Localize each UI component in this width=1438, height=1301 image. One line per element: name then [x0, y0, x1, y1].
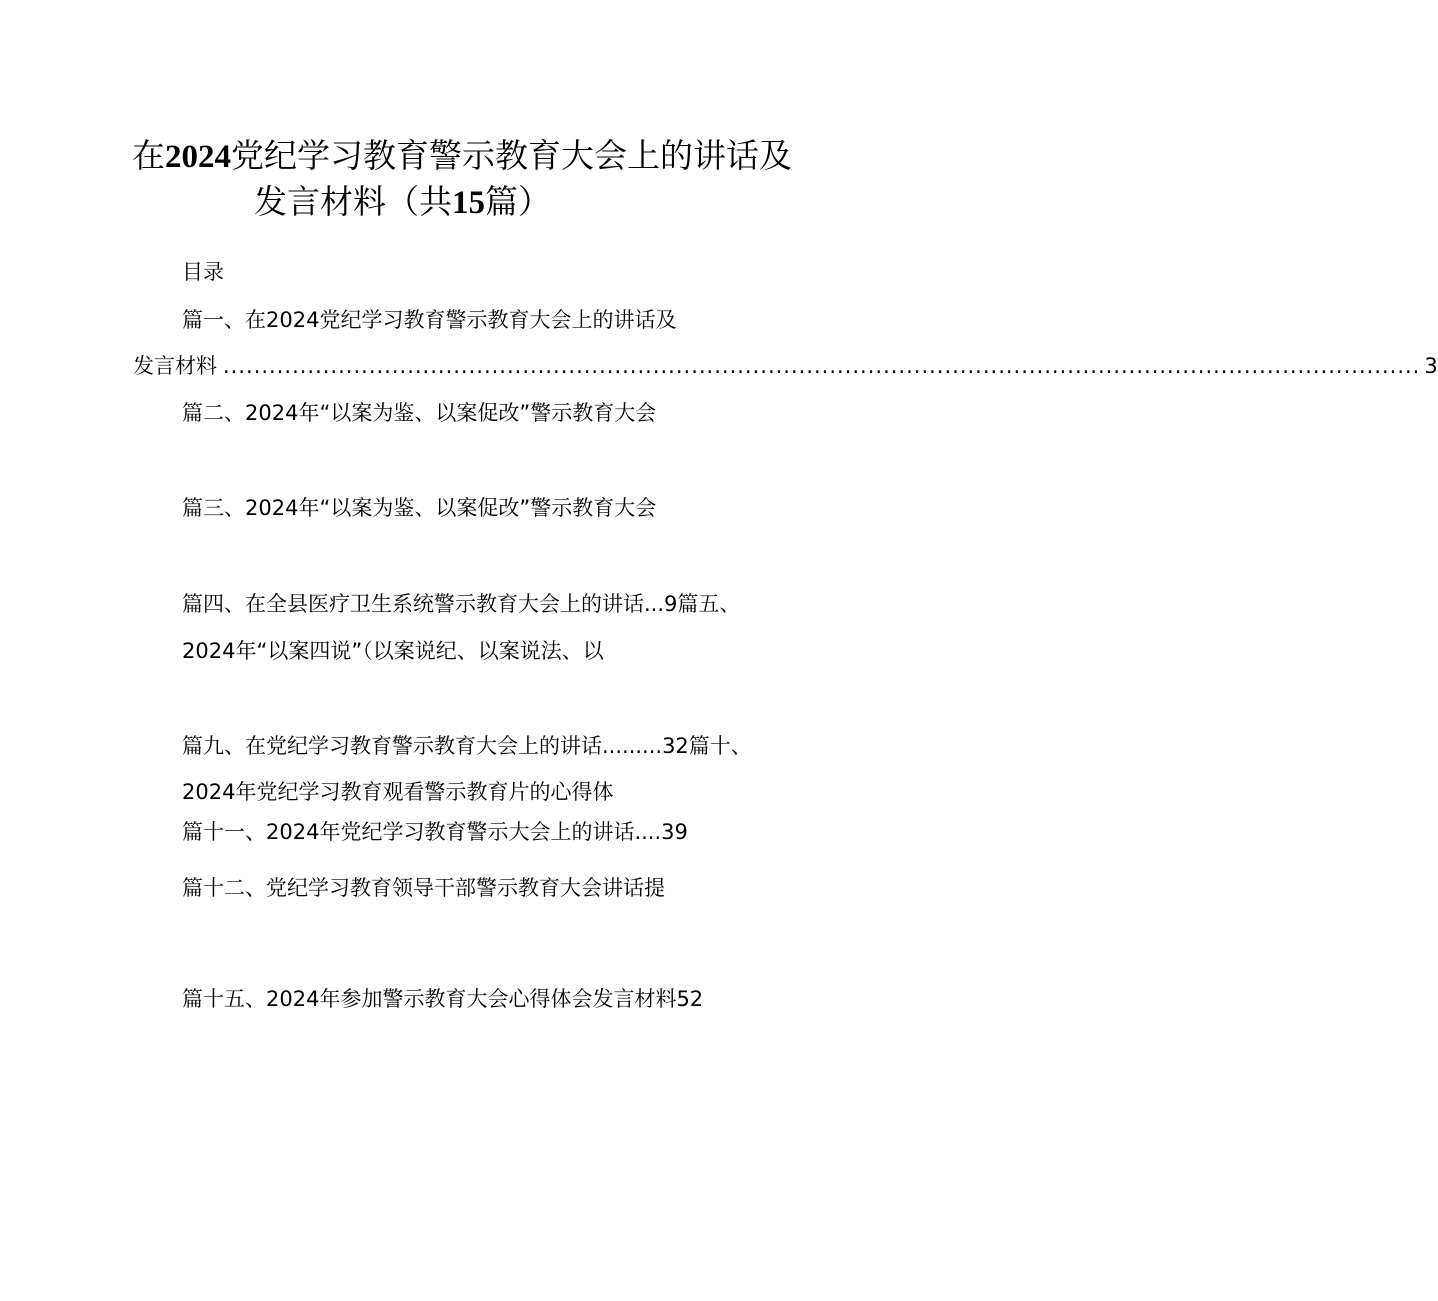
- title-year: 2024: [165, 139, 231, 175]
- toc-entry[interactable]: 篇十一、2024年党纪学习教育警示大会上的讲话....39: [182, 820, 688, 844]
- toc-entry[interactable]: 篇四、在全县医疗卫生系统警示教育大会上的讲话...9篇五、: [182, 592, 741, 616]
- title-text: 党纪学习教育警示教育大会上的讲话及: [231, 136, 792, 175]
- title-count: 15: [452, 185, 485, 221]
- toc-entry[interactable]: 篇一、在2024党纪学习教育警示教育大会上的讲话及: [182, 308, 677, 332]
- title-text: 篇）: [485, 182, 551, 221]
- toc-entry[interactable]: [133, 351, 1438, 381]
- toc-entry-text: 发言材料: [133, 354, 217, 378]
- title-text: 发言材料（共: [254, 182, 452, 221]
- toc-dot-leader: ............................................................................................................................................................: [223, 354, 1421, 378]
- toc-entry[interactable]: 篇十二、党纪学习教育领导干部警示教育大会讲话提: [182, 876, 665, 900]
- toc-entry[interactable]: 2024年“以案四说”（以案说纪、以案说法、以: [182, 639, 604, 663]
- toc-entry[interactable]: 篇十五、2024年参加警示教育大会心得体会发言材料52: [182, 987, 704, 1011]
- toc-entry[interactable]: 篇二、2024年“以案为鉴、以案促改”警示教育大会: [182, 401, 657, 425]
- toc-heading: 目录: [182, 260, 224, 284]
- toc-page-number: 3: [1424, 354, 1438, 378]
- toc-entry[interactable]: 2024年党纪学习教育观看警示教育片的心得体: [182, 780, 614, 804]
- title-text: 在: [132, 136, 165, 175]
- toc-entry[interactable]: 篇九、在党纪学习教育警示教育大会上的讲话.........32篇十、: [182, 734, 752, 758]
- toc-entry[interactable]: 篇三、2024年“以案为鉴、以案促改”警示教育大会: [182, 496, 657, 520]
- document-title-line-2: [254, 182, 551, 223]
- document-title-line-1: [132, 136, 792, 177]
